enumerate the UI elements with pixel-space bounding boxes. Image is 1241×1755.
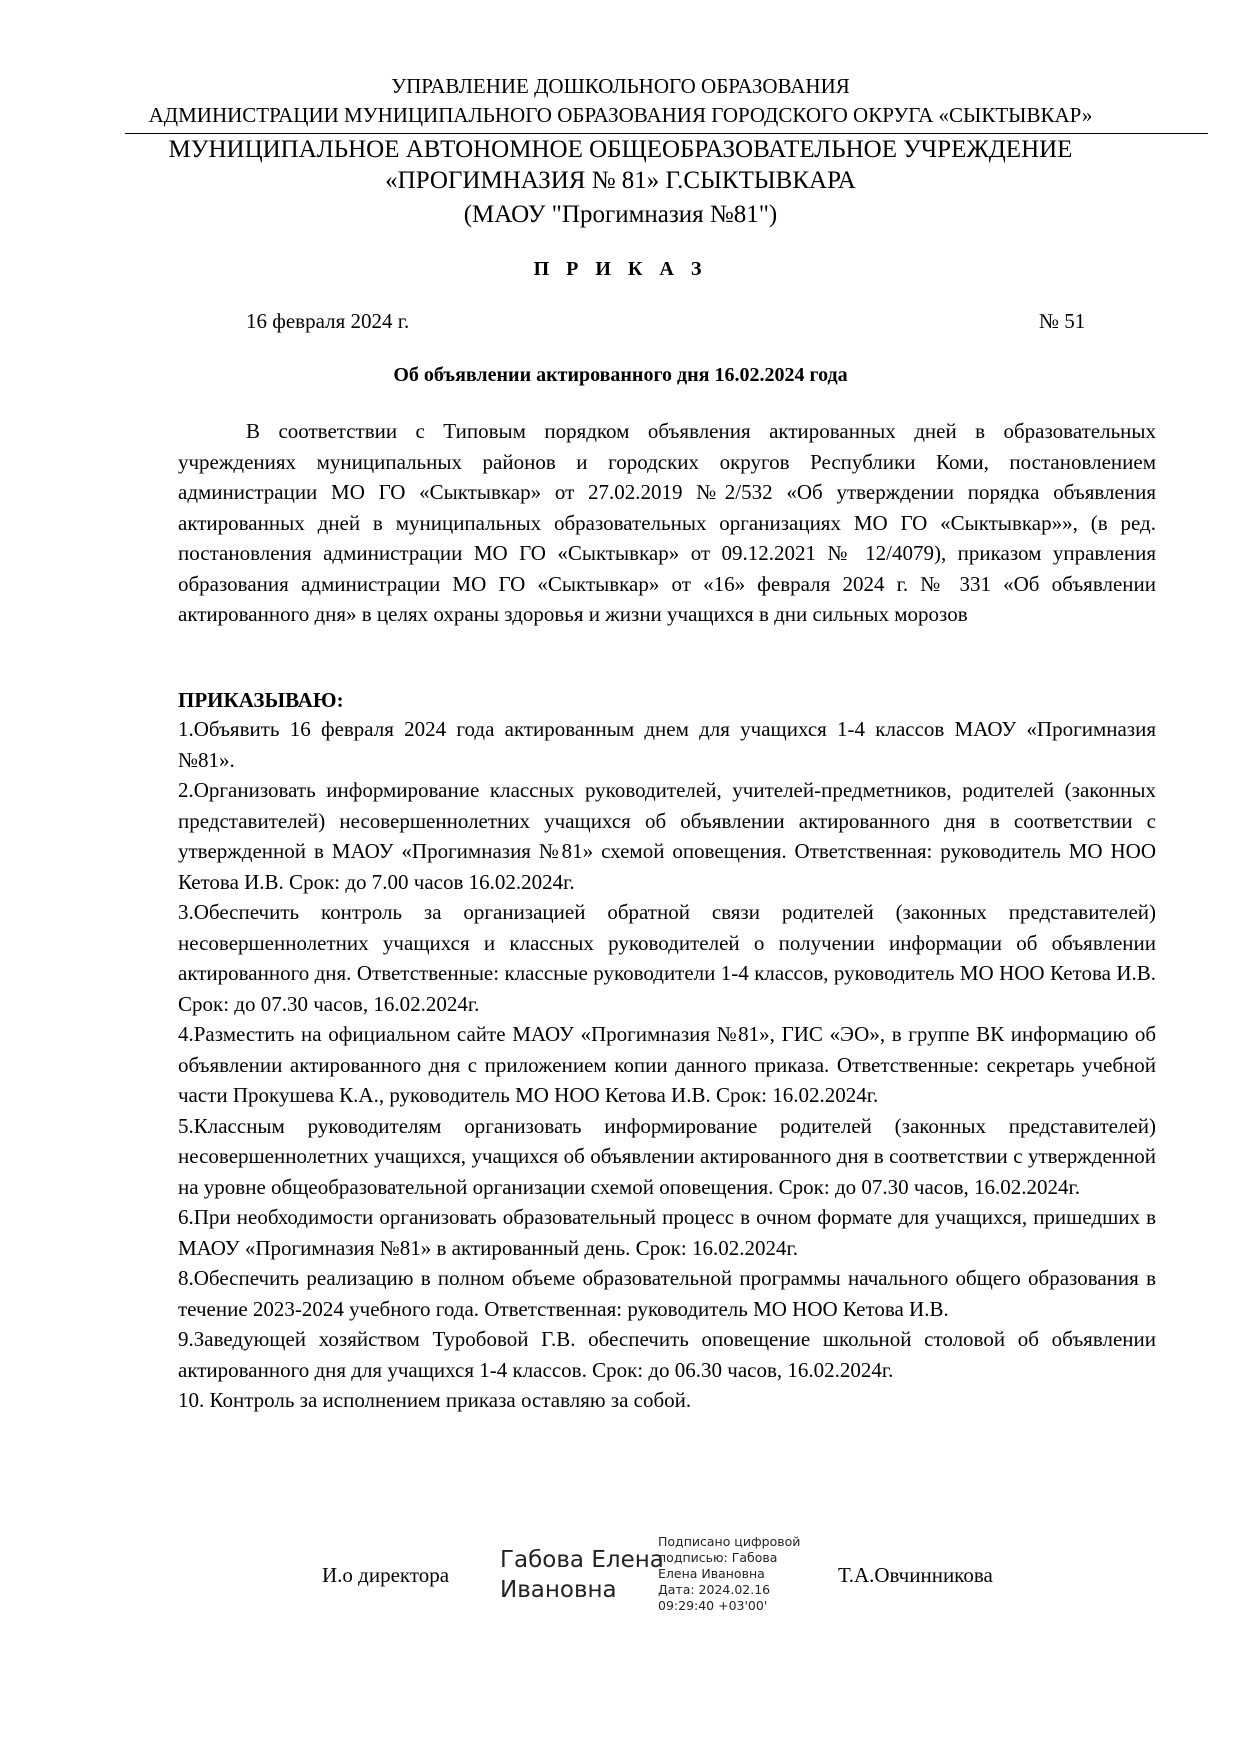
digital-signature-name-line1: Габова Елена (500, 1547, 664, 1573)
order-subject: Об объявлении актированного дня 16.02.2024 года (393, 364, 848, 386)
header-divider (125, 133, 1208, 134)
order-item: 3.Обеспечить контроль за организацией обратной связи родителей (законных представителей) несовершеннолетних учащихся и классных руководителей о получении информации об объявлении актированного дня. Ответственные: классные руководители 1-4 классов, руководитель МО НОО Кетова И.В. Срок: до 07.30 часов, 16.02.2024г. (178, 900, 1156, 1016)
order-item: 4.Разместить на официальном сайте МАОУ «Прогимназия №81», ГИС «ЭО», в группе ВК информацию об объявлении актированного дня с приложением копии данного приказа. Ответственные: секретарь учебной части Прокушева К.А., руководитель МО НОО Кетова И.В. Срок: 16.02.2024г. (178, 1022, 1156, 1107)
order-label: ПРИКАЗЫВАЮ: (178, 688, 344, 712)
order-item: 6.При необходимости организовать образовательный процесс в очном формате для учащихся, пришедших в МАОУ «Прогимназия №81» в актированный день. Срок: 16.02.2024г. (178, 1205, 1156, 1260)
order-item: 5.Классным руководителям организовать информирование родителей (законных представителей) несовершеннолетних учащихся, учащихся об объявлении актированного дня в соответствии с утвержденной на уровне общеобразовательной организации схемой оповещения. Срок: до 07.30 часов, 16.02.2024г. (178, 1113, 1156, 1199)
digital-signature-name (500, 1545, 664, 1605)
order-item: 2.Организовать информирование классных руководителей, учителей-предметников, родителей (законных представителей) несовершеннолетних учащихся об объявлении актированного дня в соответствии с утвержденной в МАОУ «Прогимназия №81» схемой оповещения. Ответственная: руководитель МО НОО Кетова И.В. Срок: до 7.00 часов 16.02.2024г. (178, 778, 1156, 894)
digital-signature-name-line2: Ивановна (500, 1577, 617, 1603)
order-item: 9.Заведующей хозяйством Туробовой Г.В. обеспечить оповещение школьной столовой об объявлении актированного дня для учащихся 1-4 классов. Срок: до 06.30 часов, 16.02.2024г. (178, 1327, 1156, 1382)
digital-signature-stamp: Подписано цифровой подписью: Габова Елена Ивановна Дата: 2024.02.16 09:29:40 +03'00' (658, 1534, 801, 1613)
order-items (178, 714, 1156, 1416)
signature-role: И.о директора (322, 1563, 450, 1587)
signatory-name: Т.А.Овчинникова (838, 1563, 993, 1587)
order-item: 10. Контроль за исполнением приказа оставляю за собой. (178, 1388, 692, 1412)
header-department: УПРАВЛЕНИЕ ДОШКОЛЬНОГО ОБРАЗОВАНИЯ (391, 74, 850, 98)
order-date: 16 февраля 2024 г. (246, 309, 410, 333)
preamble-paragraph: В соответствии с Типовым порядком объявления актированных дней в образовательных учреждениях муниципальных районов и городских округов Республики Коми, постановлением администрации МО ГО «Сыктывкар» от 27.02.2019 №2/532 «Об утверждении порядка объявления актированных дней в муниципальных образовательных организациях МО ГО «Сыктывкар»», (в ред. постановления администрации МО ГО «Сыктывкар» от 09.12.2021 № 12/4079), приказом управления образования администрации МО ГО «Сыктывкар» от «16» февраля 2024 г. № 331 «Об объявлении актированного дня» в целях охраны здоровья и жизни учащихся в дни сильных морозов (178, 419, 1156, 626)
order-number: № 51 (1039, 309, 1086, 333)
header-administration: АДМИНИСТРАЦИИ МУНИЦИПАЛЬНОГО ОБРАЗОВАНИЯ ГОРОДСКОГО ОКРУГА «СЫКТЫВКАР» (148, 103, 1093, 127)
order-item: 8.Обеспечить реализацию в полном объеме образовательной программы начального общего образования в течение 2023-2024 учебного года. Ответственная: руководитель МО НОО Кетова И.В. (178, 1266, 1156, 1321)
header-institution: МУНИЦИПАЛЬНОЕ АВТОНОМНОЕ ОБЩЕОБРАЗОВАТЕЛЬНОЕ УЧРЕЖДЕНИЕ (168, 136, 1073, 163)
header-short-name: (МАОУ "Прогимназия №81") (463, 201, 778, 228)
order-item: 1.Объявить 16 февраля 2024 года актированным днем для учащихся 1-4 классов МАОУ «Прогимназия №81». (178, 717, 1156, 772)
document-title: П Р И К А З (533, 258, 708, 280)
header-institution-name: «ПРОГИМНАЗИЯ № 81» Г.СЫКТЫВКАРА (385, 167, 856, 194)
